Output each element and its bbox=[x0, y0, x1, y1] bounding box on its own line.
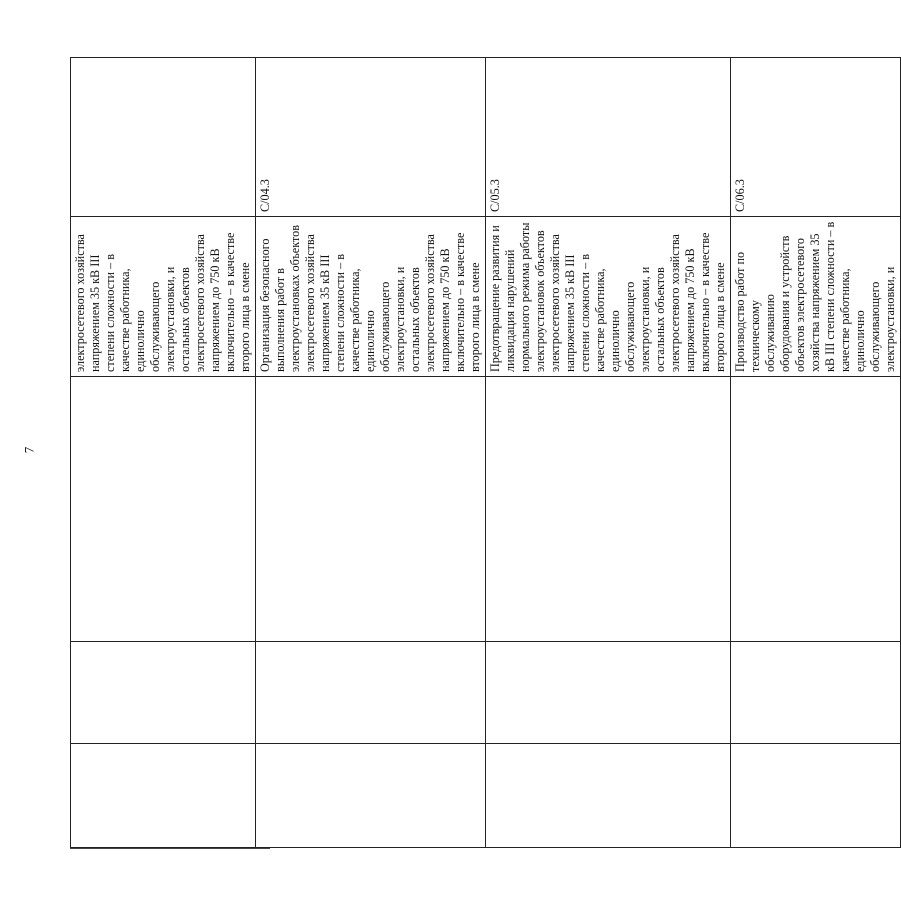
document-table-frame bbox=[70, 58, 897, 848]
rotated-table-container bbox=[70, 58, 897, 848]
empty-cell bbox=[731, 744, 901, 848]
table-row bbox=[731, 58, 901, 848]
empty-cell bbox=[486, 744, 731, 848]
empty-cell bbox=[256, 642, 486, 744]
code-cell: C/05.3 bbox=[486, 58, 731, 217]
empty-cell bbox=[731, 377, 901, 642]
empty-cell bbox=[71, 642, 256, 744]
empty-cell bbox=[486, 377, 731, 642]
function-text-cell: Предотвращение развития и ликвидация нарушений нормального режима работы электроустановок объектов электросетевого хозяйства напряжением 35 кВ III степени сложности – в качестве работника, единолично обслуживающего электроустановки, и остальных объектов электросетевого хозяйства напряжением до 750 кВ включительно – в качестве второго лица в смене bbox=[486, 217, 731, 377]
empty-cell bbox=[71, 377, 256, 642]
empty-cell bbox=[71, 744, 256, 848]
empty-cell bbox=[256, 744, 486, 848]
document-table bbox=[70, 57, 901, 848]
code-cell bbox=[71, 58, 256, 217]
page-number: 7 bbox=[21, 446, 37, 454]
empty-cell bbox=[731, 642, 901, 744]
function-text-cell: Организация безопасного выполнения работ в электроустановках объектов электросетевого хозяйства напряжением 35 кВ III степени сложности – в качестве работника, единолично обслуживающего электроустановки, и остальных объектов электросетевого хозяйства напряжением до 750 кВ включительно – в качестве второго лица в смене bbox=[256, 217, 486, 377]
table-row bbox=[71, 58, 256, 848]
table-row bbox=[256, 58, 486, 848]
function-text-cell: электросетевого хозяйства напряжением 35 кВ III степени сложности – в качестве работника, единолично обслуживающего электроустановки, и остальных объектов электросетевого хозяйства напряжением до 750 кВ включительно – в качестве второго лица в смене bbox=[71, 217, 256, 377]
table-row bbox=[486, 58, 731, 848]
page-edge-line bbox=[70, 848, 270, 849]
function-text-cell: Производство работ по техническому обслуживанию оборудования и устройств объектов электросетевого хозяйства напряжением 35 кВ III степени сложности – в качестве работника, единолично обслуживающего электроустановки, и bbox=[731, 217, 901, 377]
empty-cell bbox=[486, 642, 731, 744]
code-cell: C/06.3 bbox=[731, 58, 901, 217]
code-cell: C/04.3 bbox=[256, 58, 486, 217]
empty-cell bbox=[256, 377, 486, 642]
